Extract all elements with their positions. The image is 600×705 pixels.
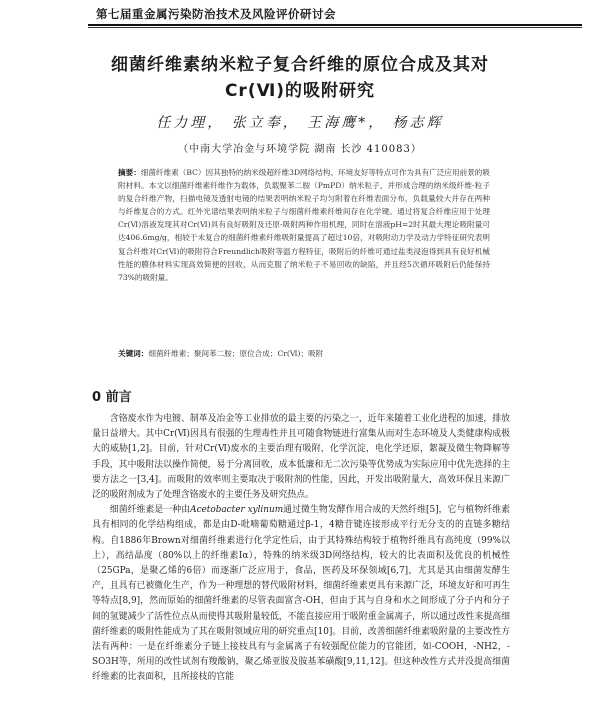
paragraph-2 (92, 503, 510, 685)
abstract (118, 166, 490, 284)
section-heading-introduction: 0 前言 (92, 390, 132, 405)
paper-title-line1: 细菌纤维素纳米粒子复合纤维的原位合成及其对 (111, 55, 489, 75)
author-list: 任力理， 张立奉， 王海鹰*， 杨志辉 (156, 115, 444, 131)
paper-title-line2: Cr(Ⅵ)的吸附研究 (224, 81, 376, 101)
paragraph-2-rest: 通过微生物发酵作用合成的天然纤维[5]，它与植物纤维素具有相同的化学结构组成，都是由D-吡喃葡萄糖通过β-1，4糖苷键连接形成平行无分支的的直链多糖结构。自1886年Brown对细菌纤维素进行化学定性后，由于其特殊结构较于植物纤维具有高纯度（99%以上），高结晶度（80%以上的纤维素Iα），特殊的纳米级3D网络结构，较大的比表面积及优良的机械性（25GPa，是聚乙烯的6倍）而逐渐广泛应用于，食品，医药及环保领域[6,7]，尤其是其由细菌发酵生产，且具有已被微化生产，作为一种理想的替代吸附材料，细菌纤维素更具有来源广泛，环境友好和可再生等特点[8,9]，然而原始的细菌纤维素的尽管表面富含-OH，但由于其与自身和水之间形成了分子内和分子间的氢键减少了活性位点从而使得其吸附量较低，不能直接应用于吸附重金属离子，所以通过改性来提高细菌纤维素的吸附性能成为了其在吸附领域应用的研究重点[10]。目前，改善细菌纤维素吸附量的主要改性方法有两种：一是在纤维素分子链上接枝具有与金属离子有较强配位能力的官能团，如-COOH，-NH2，-SO3H等，所用的改性试剂有羧酸钠，聚乙烯亚胺及胺基苯磺酸[9,11,12]。但这种改性方式并没提高细菌纤维素的比表面积，且所接枝的官能 (92, 505, 510, 683)
body-text (92, 412, 510, 686)
affiliation: （中南大学冶金与环境学院 湖南 长沙 410083） (178, 144, 422, 155)
keywords-text: 细菌纤维素；聚间苯二胺；原位合成；Cr(Ⅵ)；吸附 (148, 349, 324, 358)
header-rule-thin (88, 27, 582, 28)
abstract-text: 细菌纤维素（BC）因其独特的纳米级超纤维3D网络结构、环境友好等特点可作为具有广泛应用前景的吸附材料。本文以细菌纤维素纤维作为载体，负载聚苯二胺（PmPD）纳米粒子，并形成合理的纳米级纤维-粒子的复合纤维产物，扫描电镜及透射电镜的结果表明纳米粒子均匀附着在纤维表面分布，负载量较大并存在两种与纤维复合的方式。红外光谱结果表明纳米粒子与细菌纤维素纤维间存在化学键。通过将复合纤维应用于处理Cr(Ⅵ)溶液发现其对Cr(Ⅵ)具有良好吸附及还原-吸附两种作用机理，同时在溶液pH=2时其最大理论吸附量可达406.6mg/g，相较于未复合的细菌纤维素纤维吸附量提高了超过10倍，对吸附动力学及动力学特征研究表明复合纤维对Cr(Ⅵ)的吸附符合Freundlich吸附等温方程特征，吸附后的纤维可通过盐类浸泡得到具有良好机械性能的膜体材料实现高效简便的回收，从而克服了纳米粒子不易回收的缺陷，并且经5次循环吸附后仍能保持73%的吸附量。 (118, 168, 490, 282)
paragraph-1: 含铬废水作为电镀、制革及冶金等工业排放的最主要的污染之一，近年来随着工业化进程的加速，排放量日益增大。其中Cr(Ⅵ)因具有很强的生理毒性并且可随食物链进行富集从而对生态环境及人类健康构成极大的威胁[1,2]。目前，针对Cr(Ⅵ)废水的主要治理有吸附，化学沉淀，电化学还原，絮凝及微生物降解等手段，其中吸附法以操作简便，易于分离回收，成本低廉和无二次污染等优势成为实际应用中优先选择的主要方法之一[3,4]。而吸附的效率则主要取决于吸附剂的性能，因此，开发出吸附量大，高效环保且来源广泛的吸附剂成为了处理含铬废水的主要任务及研究热点。 (92, 414, 510, 501)
abstract-label: 摘要： (118, 168, 141, 177)
keywords (118, 348, 490, 359)
species-name: Acetobacter xylinum (190, 505, 284, 516)
running-head: 第七届重金属污染防治技术及风险评价研讨会 (96, 7, 336, 21)
keywords-label: 关键词： (118, 349, 149, 358)
header-rule (88, 24, 582, 26)
paragraph-2-start: 细菌纤维素是一种由 (109, 505, 191, 516)
